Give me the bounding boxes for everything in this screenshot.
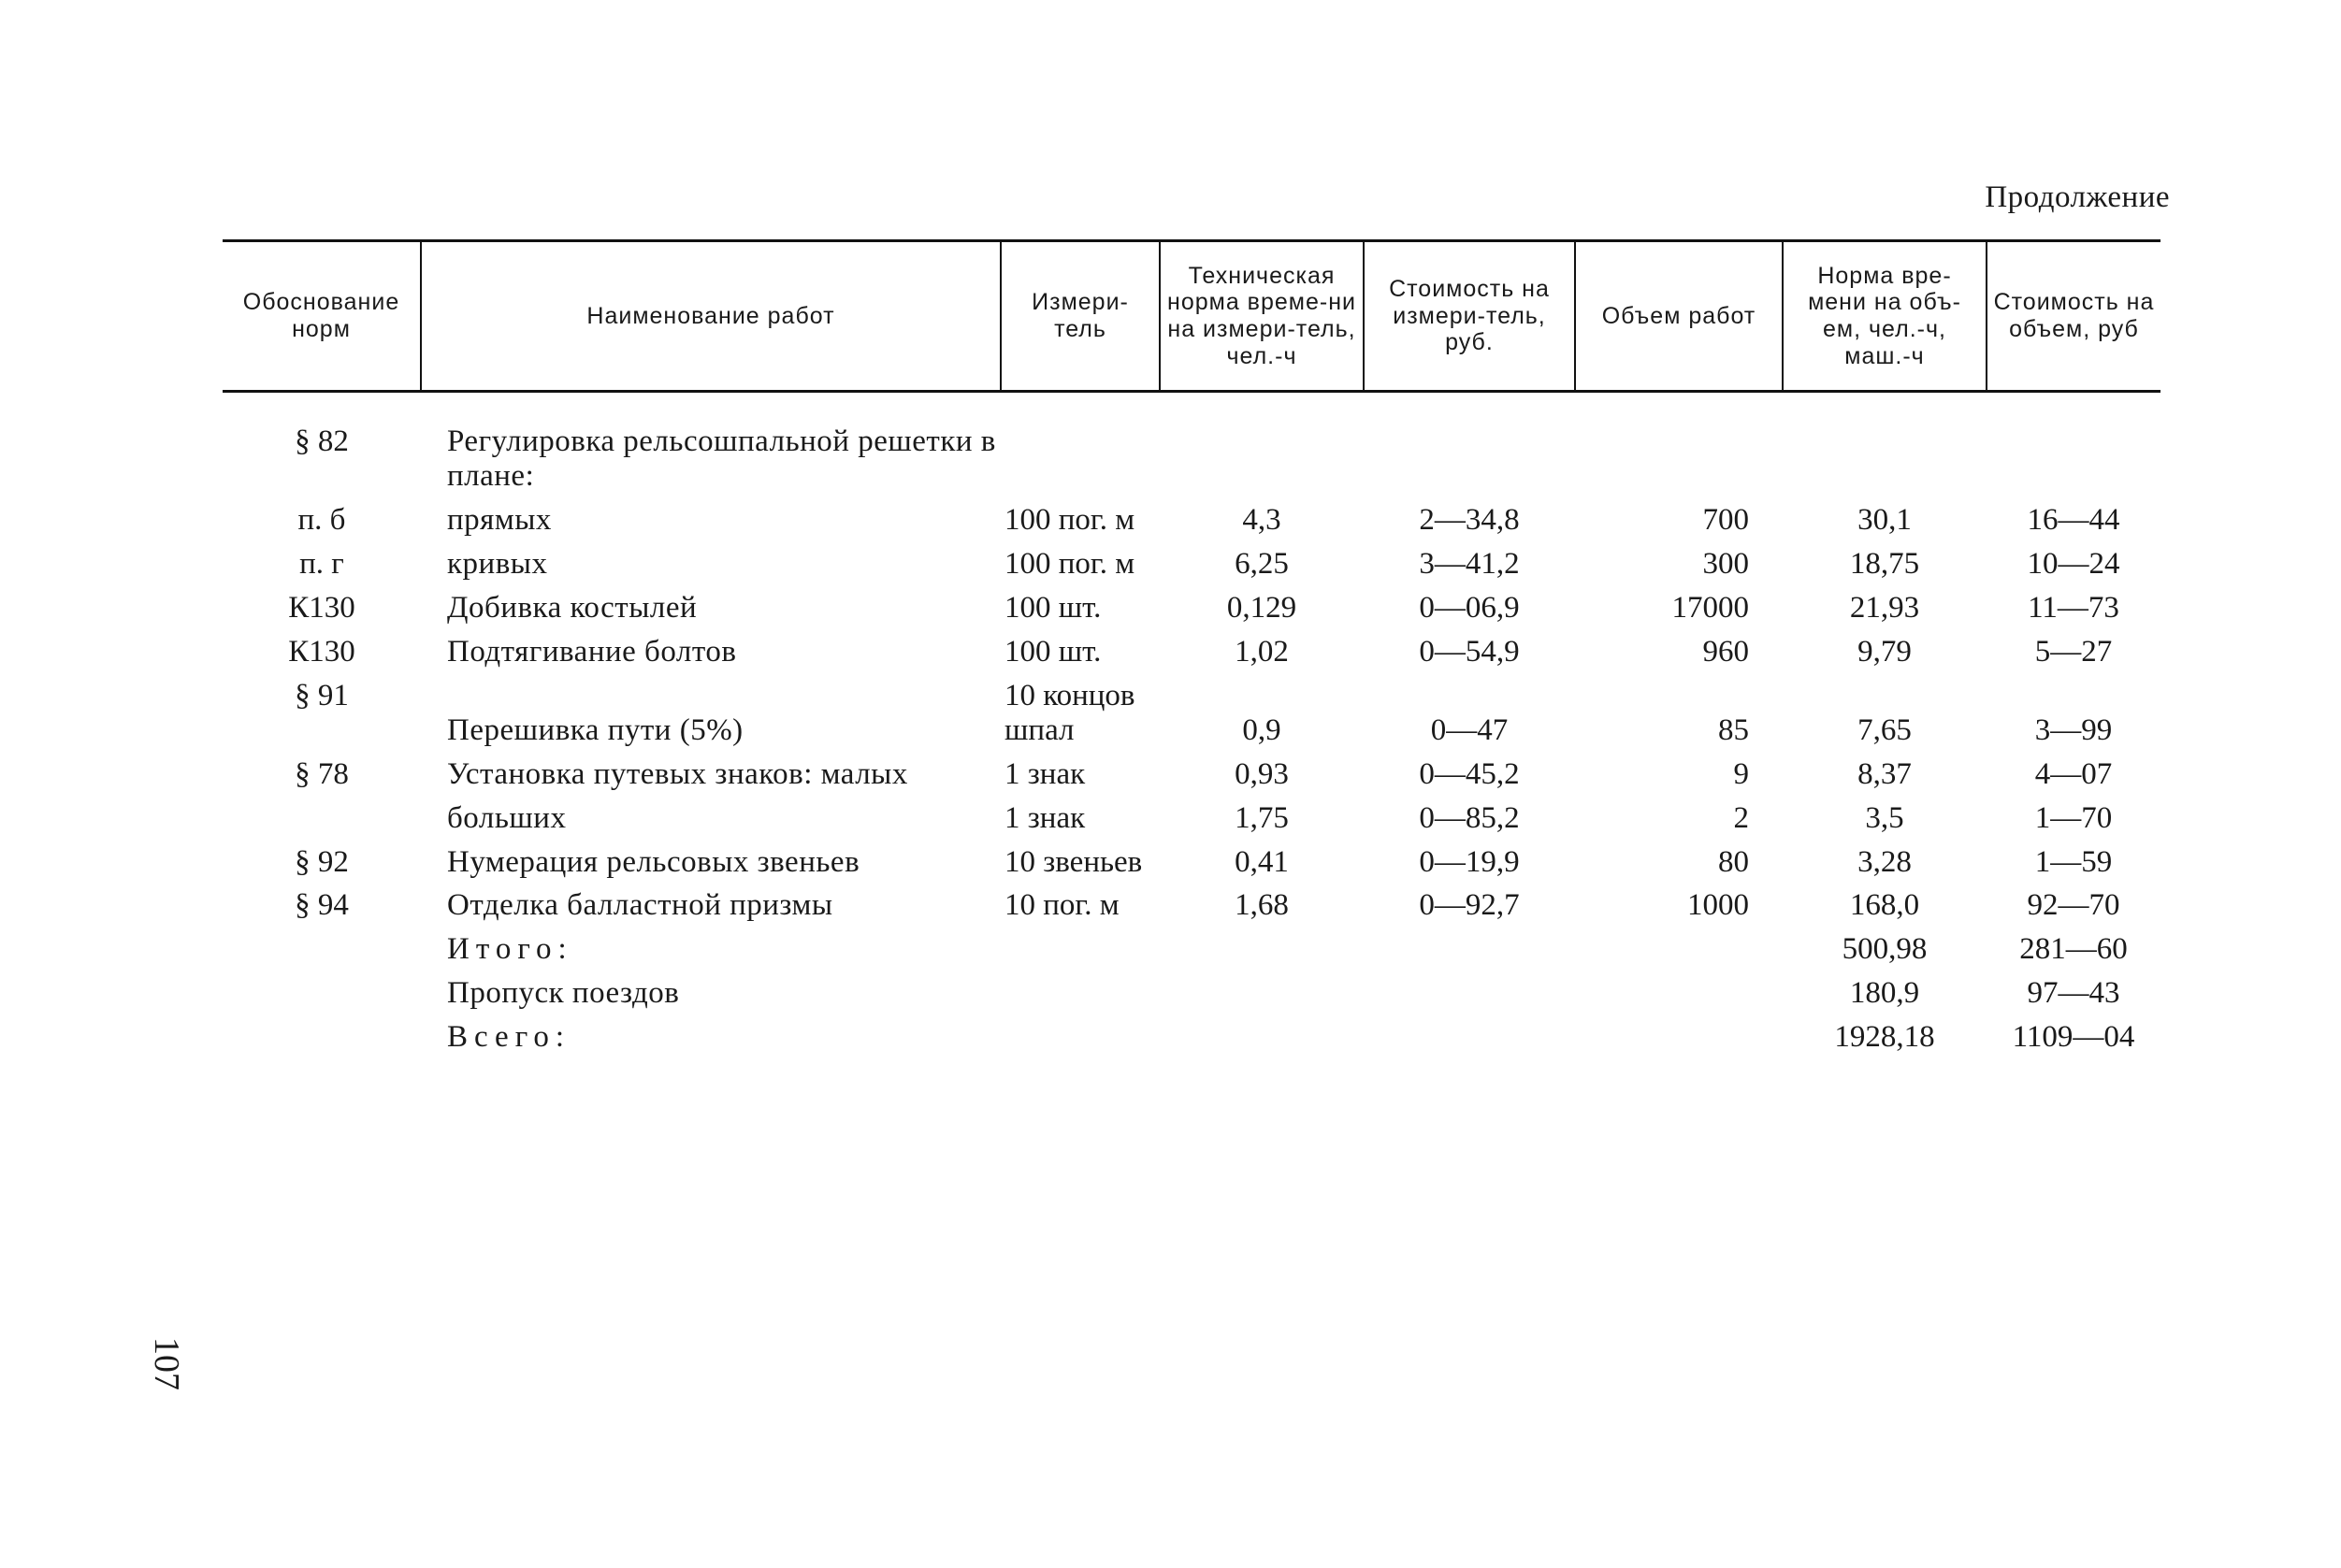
cell-unit: 10 звеньев <box>1004 844 1143 879</box>
empty-cell <box>1575 923 1783 967</box>
empty-cell <box>1160 923 1364 967</box>
cell-unit: 10 концов шпал <box>1004 678 1135 747</box>
col-total: Стоимость на объем, руб <box>1987 241 2160 392</box>
cell-total: 11—73 <box>2028 590 2119 625</box>
cell-total: 16—44 <box>2027 502 2120 537</box>
cell-time: 8,37 <box>1857 756 1912 791</box>
cell-norm: 0,41 <box>1235 844 1289 879</box>
cell-volume: 17000 <box>1671 590 1749 625</box>
cell-basis: § 92 <box>295 844 349 879</box>
cell-total: 4—07 <box>2034 756 2113 791</box>
cell-basis: К130 <box>288 634 355 669</box>
cell-basis: § 94 <box>295 888 349 923</box>
cell-volume: 85 <box>1718 712 1749 747</box>
cell-norm: 1,02 <box>1235 634 1289 669</box>
page-number: 107 <box>147 1337 186 1390</box>
cell-name: Перешивка пути (5%) <box>447 712 744 747</box>
empty-cell <box>223 967 421 1011</box>
table-row <box>223 424 2160 494</box>
cell-volume <box>1575 424 1783 494</box>
table-header <box>223 239 2160 393</box>
cell-total <box>1987 424 2160 494</box>
cell-cost: 0—19,9 <box>1419 844 1520 879</box>
empty-cell <box>1001 923 1160 967</box>
table-row <box>223 538 2160 582</box>
cell-name: Установка путевых знаков: малых <box>447 756 908 791</box>
summary-time: 180,9 <box>1849 976 1920 1011</box>
summary-row <box>223 1011 2160 1055</box>
cell-cost: 0—92,7 <box>1419 888 1520 923</box>
cell-time <box>1783 424 1987 494</box>
col-basis: Обоснование норм <box>242 289 400 342</box>
empty-cell <box>223 1011 421 1055</box>
cell-cost: 3—41,2 <box>1419 546 1520 581</box>
cell-time: 21,93 <box>1849 590 1920 625</box>
table-row <box>223 836 2160 880</box>
cell-cost: 0—45,2 <box>1419 756 1520 791</box>
cell-total: 10—24 <box>2027 546 2120 581</box>
summary-time: 500,98 <box>1842 932 1928 967</box>
cell-cost: 2—34,8 <box>1419 502 1520 537</box>
cell-unit: 100 пог. м <box>1004 546 1135 581</box>
table-row <box>223 582 2160 626</box>
cell-name: Регулировка рельсошпальной решетки в плане: <box>447 424 996 493</box>
cell-cost: 0—47 <box>1430 712 1509 747</box>
cell-norm: 0,9 <box>1242 712 1281 747</box>
cell-time: 3,28 <box>1857 844 1912 879</box>
cell-basis: § 82 <box>295 424 349 458</box>
cell-norm: 0,129 <box>1226 590 1297 625</box>
empty-cell <box>1364 967 1575 1011</box>
table-row <box>223 669 2160 748</box>
empty-cell <box>1364 923 1575 967</box>
cell-name: кривых <box>447 546 548 581</box>
cell-volume: 1000 <box>1687 888 1749 923</box>
cell-total: 92—70 <box>2027 888 2120 923</box>
summary-label: Пропуск поездов <box>447 976 680 1011</box>
cell-volume: 300 <box>1702 546 1749 581</box>
empty-cell <box>1001 1011 1160 1055</box>
table-row <box>223 626 2160 669</box>
cell-total: 1—70 <box>2034 800 2113 835</box>
cell-name: прямых <box>447 502 552 537</box>
cell-time: 3,5 <box>1865 800 1904 835</box>
cell-basis: К130 <box>288 590 355 625</box>
cell-norm: 1,68 <box>1235 888 1289 923</box>
col-cost: Стоимость на измери-тель, руб. <box>1364 241 1575 392</box>
empty-cell <box>223 923 421 967</box>
summary-total: 97—43 <box>2027 976 2120 1011</box>
cell-time: 9,79 <box>1857 634 1912 669</box>
summary-label: Всего: <box>447 1020 571 1055</box>
cell-volume: 960 <box>1702 634 1749 669</box>
cell-unit: 1 знак <box>1004 800 1086 835</box>
empty-cell <box>1575 967 1783 1011</box>
cell-norm: 6,25 <box>1235 546 1289 581</box>
empty-cell <box>1001 967 1160 1011</box>
cell-basis: § 78 <box>295 756 349 791</box>
cell-total: 1—59 <box>2034 844 2113 879</box>
cell-unit <box>1001 424 1160 494</box>
cell-time: 168,0 <box>1849 888 1920 923</box>
cell-norm: 4,3 <box>1242 502 1281 537</box>
cell-volume: 9 <box>1733 756 1749 791</box>
cell-name: больших <box>447 800 567 835</box>
summary-label: Итого: <box>447 932 573 967</box>
cell-norm <box>1160 424 1364 494</box>
cell-total: 5—27 <box>2034 634 2113 669</box>
col-time: Норма вре-мени на объ-ем, чел.-ч, маш.-ч <box>1783 241 1987 392</box>
continuation-label: Продолжение <box>1985 180 2170 214</box>
cell-unit: 100 шт. <box>1004 590 1102 625</box>
cell-norm: 0,93 <box>1235 756 1289 791</box>
cell-unit: 1 знак <box>1004 756 1086 791</box>
table-row <box>223 494 2160 538</box>
cell-name: Подтягивание болтов <box>447 634 737 669</box>
cell-volume: 2 <box>1733 800 1749 835</box>
cell-time: 18,75 <box>1849 546 1920 581</box>
cell-name: Нумерация рельсовых звеньев <box>447 844 860 879</box>
cell-name: Отделка балластной призмы <box>447 888 833 923</box>
summary-time: 1928,18 <box>1834 1020 1935 1055</box>
cell-time: 7,65 <box>1857 712 1912 747</box>
cell-basis <box>223 792 421 836</box>
cell-cost <box>1364 424 1575 494</box>
cell-basis: § 91 <box>295 678 349 712</box>
empty-cell <box>1160 967 1364 1011</box>
col-unit: Измери-тель <box>1001 241 1160 392</box>
cell-volume: 700 <box>1702 502 1749 537</box>
table-row <box>223 748 2160 792</box>
cell-total: 3—99 <box>2034 712 2113 747</box>
cell-name: Добивка костылей <box>447 590 698 625</box>
summary-row <box>223 923 2160 967</box>
summary-row <box>223 967 2160 1011</box>
table-body <box>223 424 2160 1055</box>
cell-unit: 10 пог. м <box>1004 888 1120 923</box>
cell-cost: 0—06,9 <box>1419 590 1520 625</box>
empty-cell <box>1160 1011 1364 1055</box>
cell-norm: 1,75 <box>1235 800 1289 835</box>
table-row <box>223 792 2160 836</box>
summary-total: 1109—04 <box>2012 1020 2135 1055</box>
cell-cost: 0—54,9 <box>1419 634 1520 669</box>
cell-unit: 100 шт. <box>1004 634 1102 669</box>
cell-volume: 80 <box>1718 844 1749 879</box>
empty-cell <box>1364 1011 1575 1055</box>
table-row <box>223 879 2160 923</box>
cell-time: 30,1 <box>1857 502 1912 537</box>
cell-unit: 100 пог. м <box>1004 502 1135 537</box>
col-volume: Объем работ <box>1575 241 1783 392</box>
cell-basis: п. б <box>297 502 346 537</box>
empty-cell <box>1575 1011 1783 1055</box>
col-norm: Техническая норма време-ни на измери-тель, чел.-ч <box>1160 241 1364 392</box>
cell-basis: п. г <box>299 546 344 581</box>
summary-total: 281—60 <box>2019 932 2128 967</box>
cell-cost: 0—85,2 <box>1419 800 1520 835</box>
col-name: Наименование работ <box>421 241 1001 392</box>
